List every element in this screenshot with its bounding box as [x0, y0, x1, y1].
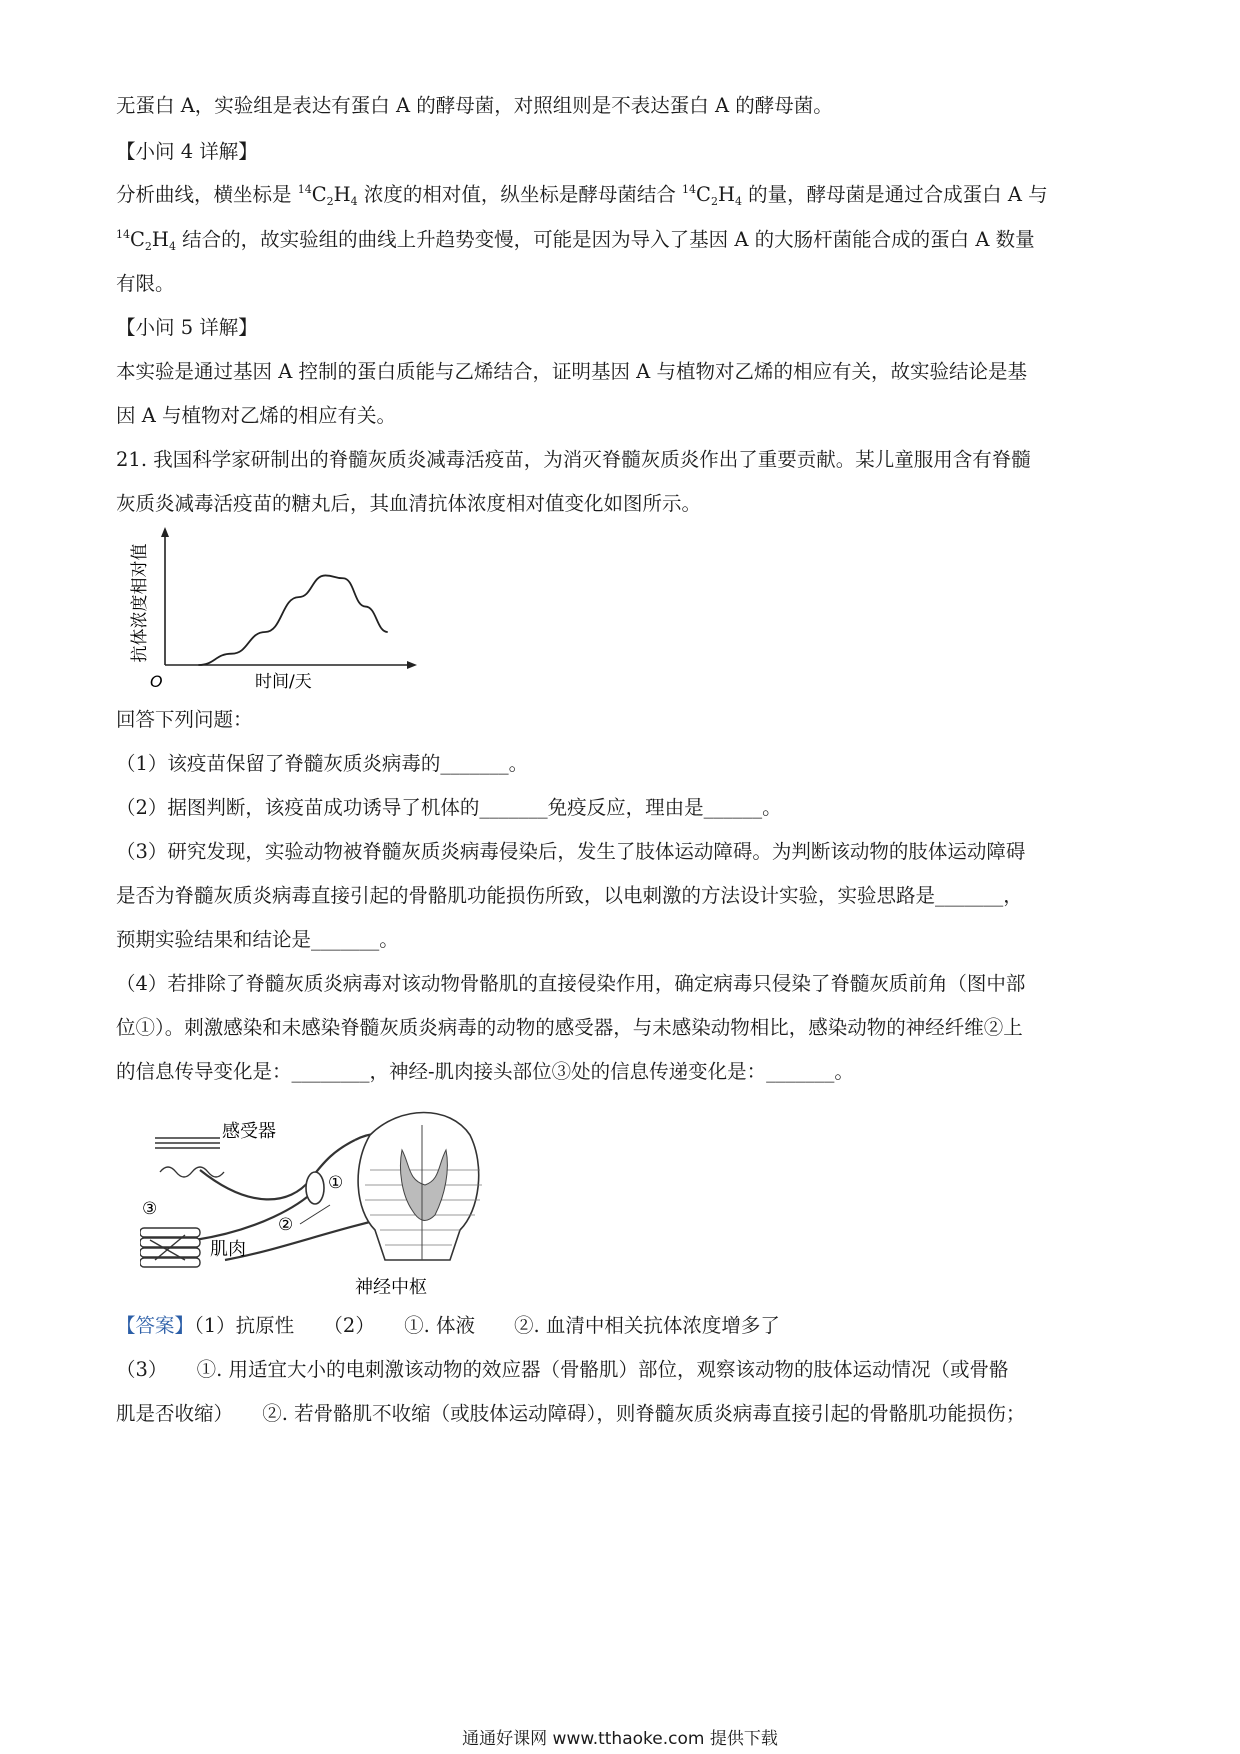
section-heading: 【小问 4 详解】 [116, 140, 258, 163]
prompt-line: 回答下列问题： [116, 708, 253, 731]
sub-question-4: （4）若排除了脊髓灰质炎病毒对该动物骨骼肌的直接侵染作用，确定病毒只侵染了脊髓灰质前角（图中部 [116, 972, 1026, 995]
question-21-line: 灰质炎减毒活疫苗的糖丸后，其血清抗体浓度相对值变化如图所示。 [116, 492, 702, 515]
sub-question-4: 位①）。刺激感染和未感染脊髓灰质炎病毒的动物的感受器，与未感染动物相比，感染动物的神经纤维②上 [116, 1016, 1023, 1039]
mark-3: ③ [142, 1199, 158, 1219]
paragraph-line: $^{14}C_2H_4$ 结合的，故实验组的曲线上升趋势变慢，可能是因为导入了基因 A 的大肠杆菌能合成的蛋白 A 数量 [116, 228, 1035, 253]
receptor-label: 感受器 [222, 1121, 276, 1142]
muscle-bundle [140, 1228, 200, 1267]
x-axis-label: 时间/天 [255, 672, 312, 692]
paragraph-line: 本实验是通过基因 A 控制的蛋白质能与乙烯结合，证明基因 A 与植物对乙烯的相应有关，故实验结论是基 [116, 360, 1027, 383]
receptor-skin [155, 1138, 224, 1177]
spinal-cord [358, 1113, 482, 1261]
y-axis-label [130, 544, 150, 663]
answer-line: （3） ①. 用适宜大小的电刺激该动物的效应器（骨骼肌）部位，观察该动物的肢体运动情况（或骨骼 [116, 1358, 1009, 1381]
paragraph-line: 有限。 [116, 272, 175, 295]
sub-question-2: （2）据图判断，该疫苗成功诱导了机体的_______免疫反应，理由是______。 [116, 796, 782, 819]
question-21-line: 21. 我国科学家研制出的脊髓灰质炎减毒活疫苗，为消灭脊髓灰质炎作出了重要贡献。某儿童服用含有脊髓 [116, 448, 1031, 471]
paragraph-line: 分析曲线，横坐标是 $^{14}C_2H_4$ 浓度的相对值，纵坐标是酵母菌结合 $^{14}C_2H_4$ 的量，酵母菌是通过合成蛋白 A 与 [116, 183, 1048, 208]
footer-text: 通通好课网 www.tthaoke.com 提供下载 [462, 1729, 778, 1749]
paragraph-line: 无蛋白 A，实验组是表达有蛋白 A 的酵母菌，对照组则是不表达蛋白 A 的酵母菌。 [116, 94, 833, 117]
sub-question-3: （3）研究发现，实验动物被脊髓灰质炎病毒侵染后，发生了肢体运动障碍。为判断该动物的肢体运动障碍 [116, 840, 1026, 863]
muscle-label: 肌肉 [210, 1239, 246, 1260]
mark-2: ② [278, 1215, 294, 1235]
reflex-arc-diagram [140, 1110, 570, 1310]
svg-text:抗体浓度相对值: 抗体浓度相对值 [130, 543, 150, 663]
y-axis-arrow [161, 527, 169, 537]
answer-line: 【答案】（1）抗原性 （2） ①. 体液 ②. 血清中相关抗体浓度增多了 [116, 1314, 780, 1337]
sub-question-4: 的信息传导变化是：________，神经-肌肉接头部位③处的信息传递变化是：_______。 [116, 1060, 854, 1083]
origin-label: O [150, 672, 163, 691]
sub-question-3: 是否为脊髓灰质炎病毒直接引起的骨骼肌功能损伤所致，以电刺激的方法设计实验，实验思路是_______， [116, 884, 1023, 907]
center-label: 神经中枢 [355, 1277, 427, 1298]
series-line [198, 575, 387, 665]
mark-1: ① [328, 1173, 344, 1193]
ganglion [306, 1172, 324, 1204]
x-axis-arrow [407, 661, 417, 669]
answer-line: 肌是否收缩） ②. 若骨骼肌不收缩（或肢体运动障碍），则脊髓灰质炎病毒直接引起的骨骼肌功能损伤； [116, 1402, 1026, 1425]
sub-question-3: 预期实验结果和结论是_______。 [116, 928, 399, 951]
answer-label: 【答案】 [116, 1314, 195, 1337]
paragraph-line: 因 A 与植物对乙烯的相应有关。 [116, 404, 396, 427]
section-heading: 【小问 5 详解】 [116, 316, 258, 339]
sub-question-1: （1）该疫苗保留了脊髓灰质炎病毒的_______。 [116, 752, 529, 775]
antibody-chart [120, 525, 430, 695]
